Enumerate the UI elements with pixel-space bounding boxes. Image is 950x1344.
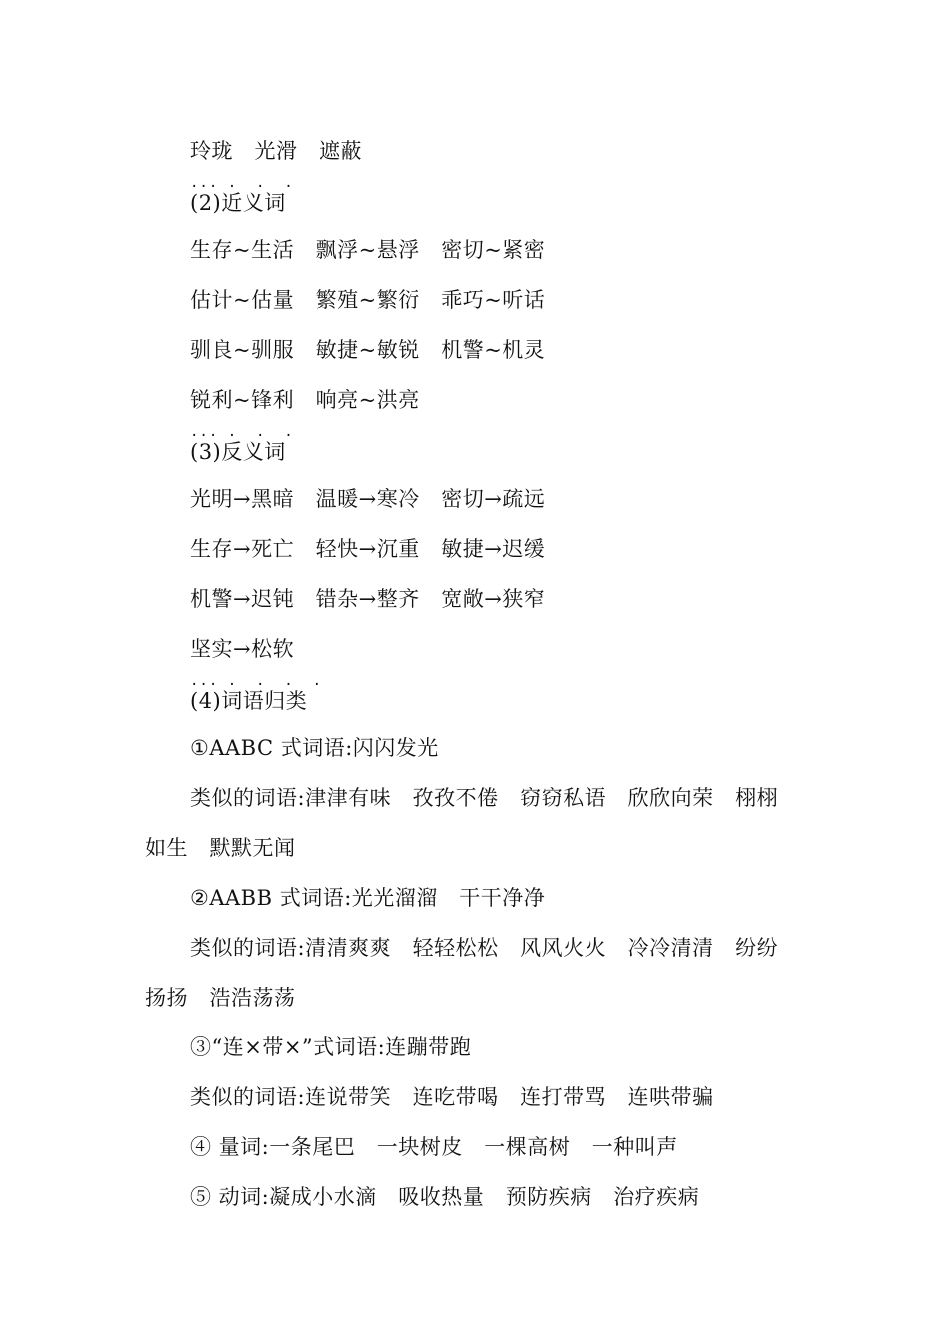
- text-line: 类似的词语:连说带笑 连吃带喝 连打带骂 连哄带骗: [190, 1085, 714, 1109]
- text-line: 生存~生活 飘浮~悬浮 密切~紧密: [190, 238, 546, 262]
- text-line: 光明→黑暗 温暖→寒冷 密切→疏远: [190, 487, 546, 511]
- text-line: ④ 量词:一条尾巴 一块树皮 一棵高树 一种叫声: [190, 1135, 678, 1159]
- text-line: 类似的词语:清清爽爽 轻轻松松 风风火火 冷冷清清 纷纷: [190, 936, 779, 960]
- text-line: 坚实→松软: [190, 637, 295, 661]
- emphasis-dots: ... . . .: [190, 175, 294, 191]
- text-line: 类似的词语:津津有味 孜孜不倦 窃窃私语 欣欣向荣 栩栩: [190, 786, 779, 810]
- text-line: ②AABB 式词语:光光溜溜 干干净净: [190, 886, 546, 910]
- emphasis-dots: ... . . . .: [190, 673, 323, 689]
- text-line: ①AABC 式词语:闪闪发光: [190, 736, 439, 760]
- section-heading: (3)反义词: [190, 440, 286, 464]
- text-line: 驯良~驯服 敏捷~敏锐 机警~机灵: [190, 338, 546, 362]
- text-line: 玲珑 光滑 遮蔽: [190, 139, 362, 163]
- text-line: 如生 默默无闻: [145, 836, 296, 860]
- text-line: 估计~估量 繁殖~繁衍 乖巧~听话: [190, 288, 546, 312]
- text-line: 生存→死亡 轻快→沉重 敏捷→迟缓: [190, 537, 546, 561]
- section-heading: (4)词语归类: [190, 689, 308, 713]
- text-line: 锐利~锋利 响亮~洪亮: [190, 388, 420, 412]
- emphasis-dots: ... . . .: [190, 424, 294, 440]
- text-line: 扬扬 浩浩荡荡: [145, 986, 296, 1010]
- section-heading: (2)近义词: [190, 191, 286, 215]
- text-line: ⑤ 动词:凝成小水滴 吸收热量 预防疾病 治疗疾病: [190, 1185, 700, 1209]
- text-line: ③“连×带×”式词语:连蹦带跑: [190, 1035, 472, 1059]
- text-line: 机警→迟钝 错杂→整齐 宽敞→狭窄: [190, 587, 546, 611]
